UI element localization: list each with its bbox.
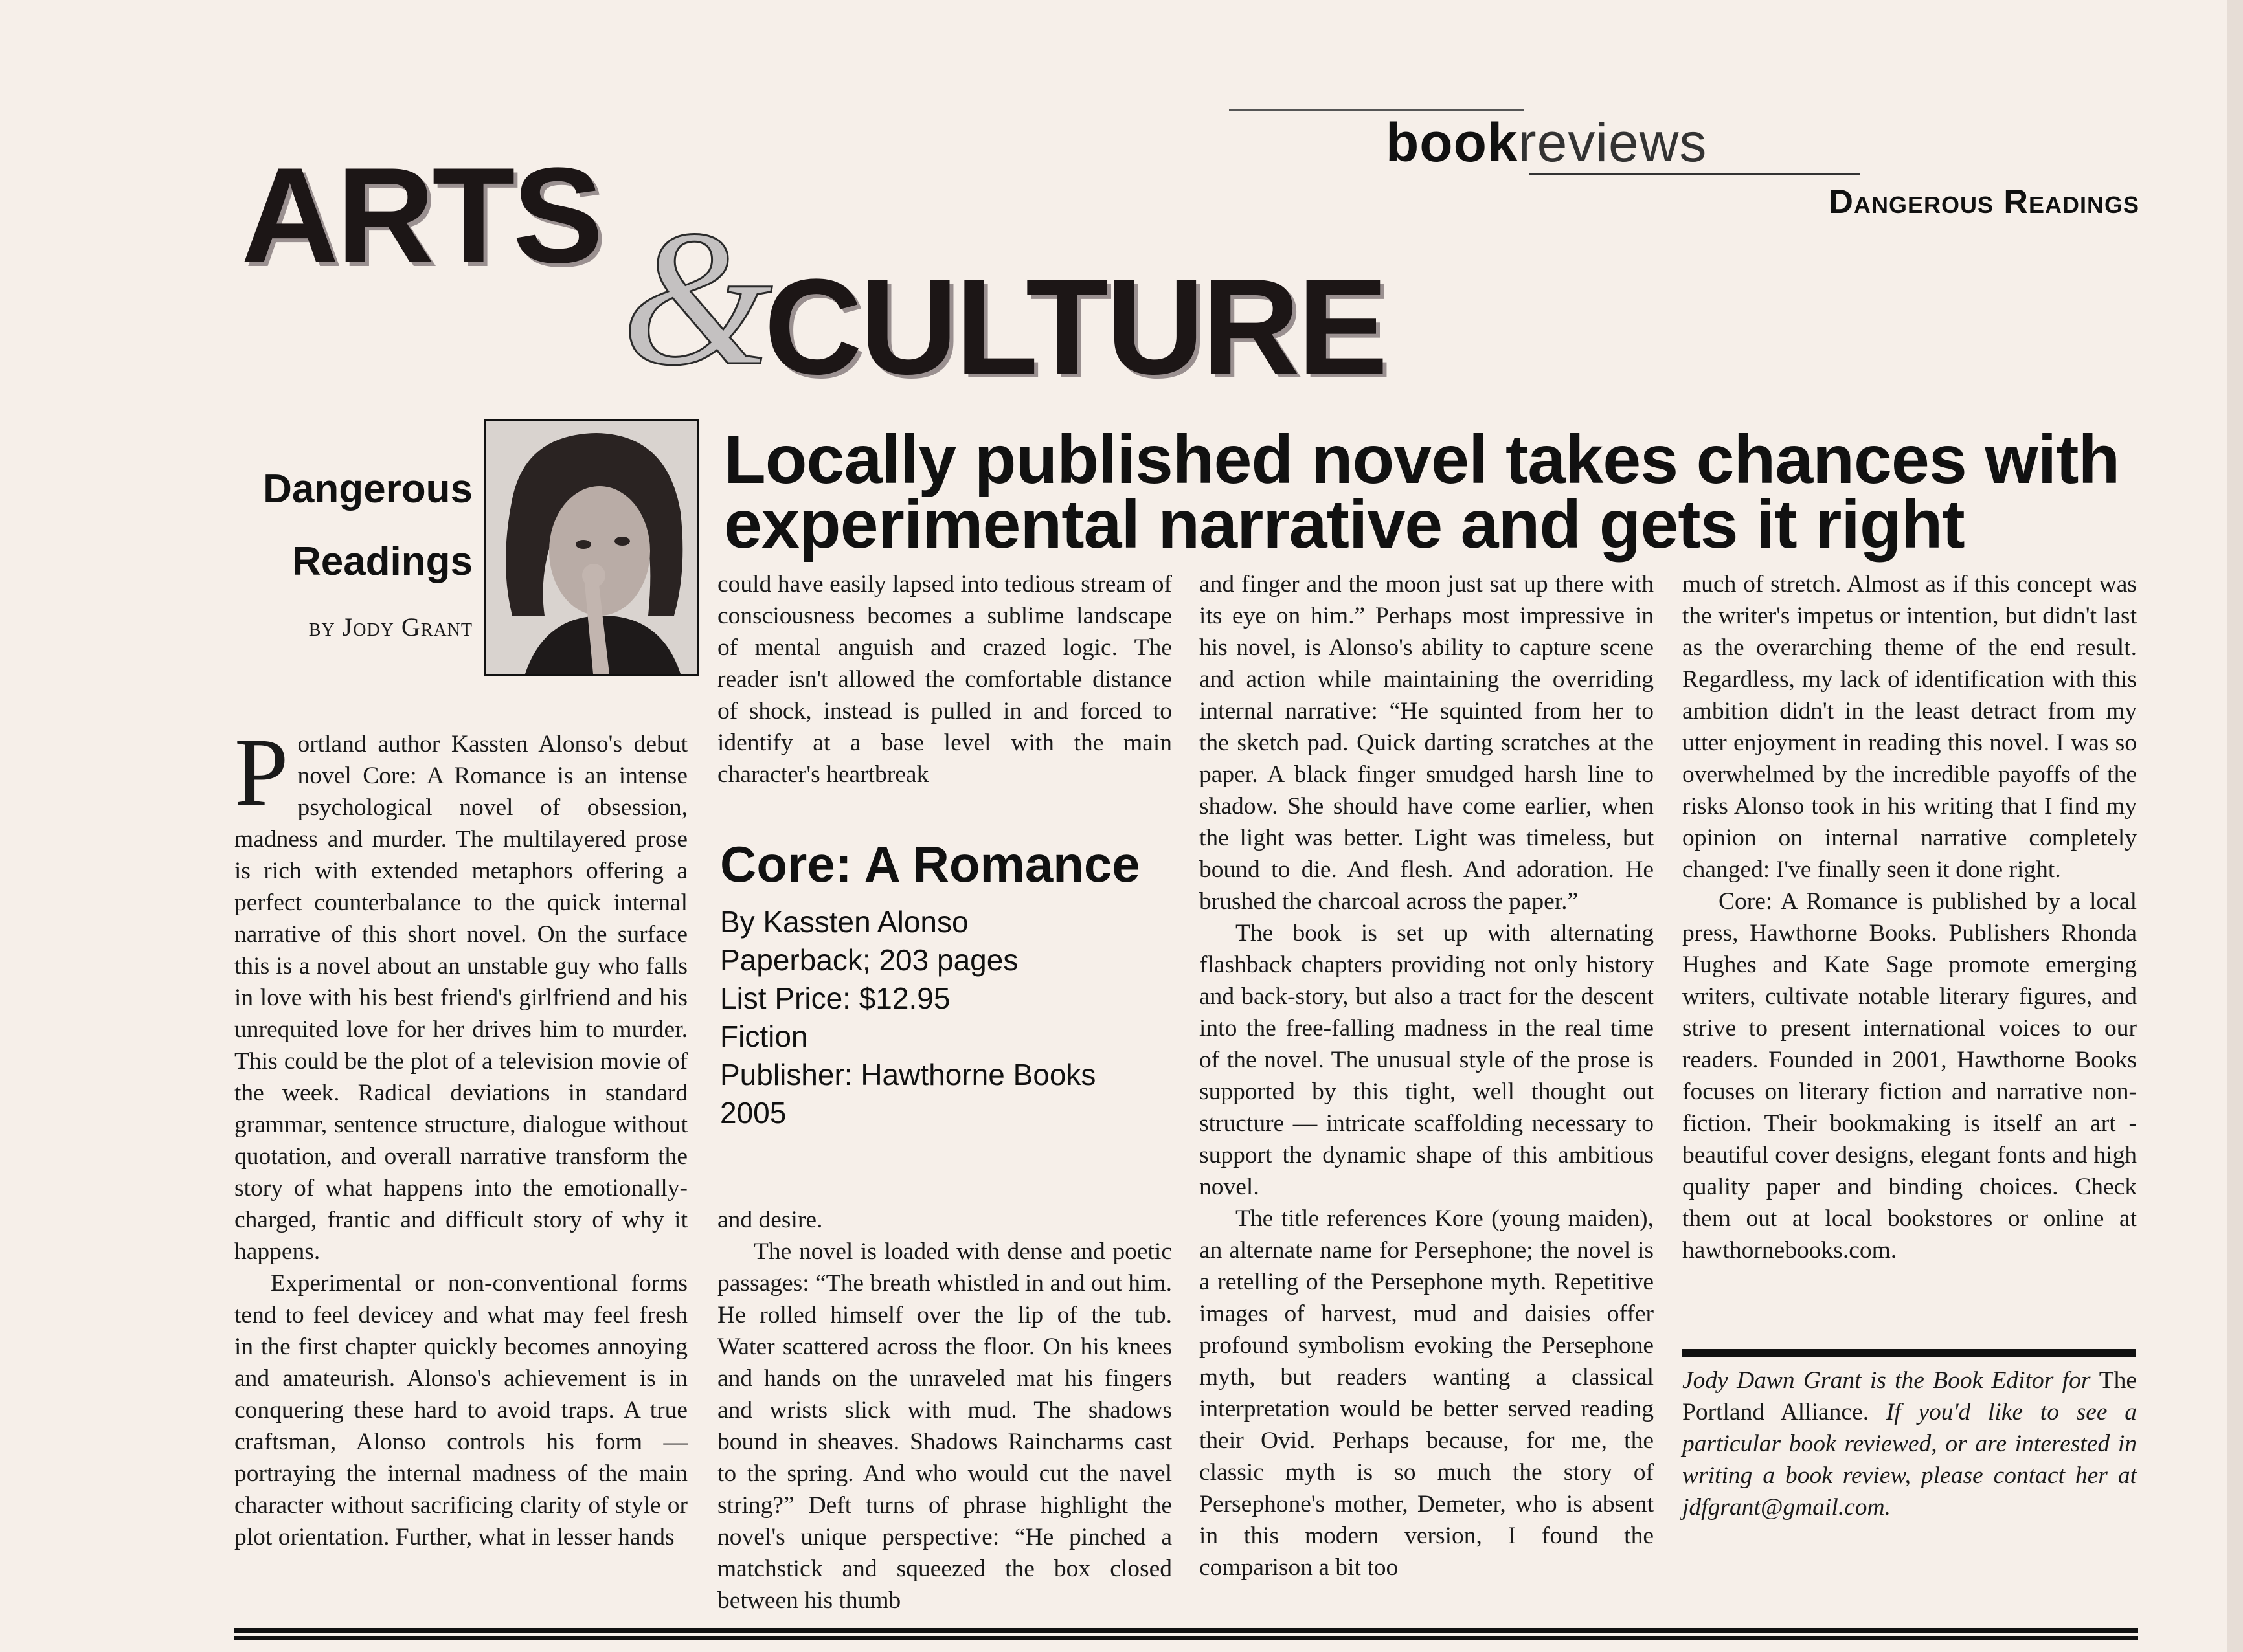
book-price: List Price: $12.95 (720, 981, 951, 1015)
article-column-2-top (717, 568, 1172, 790)
bio-text-1: Jody Dawn Grant is the Book Editor for (1682, 1367, 2099, 1394)
bio-divider (1682, 1349, 2136, 1357)
article-paragraph: Core: A Romance is published by a local press, Hawthorne Books. Publishers Rhonda Hughes and Kate Sage promote emerging writers, cultivate notable literary figures, and strive to present international voices to our readers. Founded in 2001, Hawthorne Books focuses on literary fiction and narrative non-fiction. Their bookmaking is itself an art - beautiful cover designs, elegant fonts and high quality paper and binding choices. Check them out at local bookstores or online at hawthornebooks.com. (1682, 888, 2137, 1264)
article-paragraph: The book is set up with alternating flashback chapters providing not only history and back-story, but also a tract for the descent into the free-falling madness in the real time of the novel. The unusual style of the prose is supported by this tight, well thought out structure — intricate scaffolding necessary to support the dynamic shape of this ambitious novel. (1199, 920, 1654, 1200)
article-paragraph: The title references Kore (young maiden), an alternate name for Persephone; the novel is a retelling of the Persephone myth. Repetitive images of harvest, mud and daisies offer profound symbolism evoking the Persephone myth, but readers wanting a classical interpretation would be better served reading their Ovid. Perhaps because, for me, the classic myth is so much the story of Persephone's mother, Demeter, who is absent in this modern version, I found the comparison a bit too (1199, 1205, 1654, 1581)
drop-cap: P (234, 719, 289, 826)
column-title (233, 453, 473, 598)
bio-publication: The Portland Alliance. (1682, 1367, 2137, 1425)
book-genre: Fiction (720, 1020, 808, 1053)
column-title-line2: Readings (291, 539, 473, 584)
book-format: Paperback; 203 pages (720, 943, 1019, 977)
author-bio (1682, 1365, 2137, 1523)
article-column-3 (1199, 568, 1654, 1583)
section-label (1386, 112, 1708, 173)
section-label-light: reviews (1518, 112, 1708, 173)
article-paragraph: The novel is loaded with dense and poetic passages: “The breath whistled in and out him. He rolled himself over the lip of the tub. Water scattered across the floor. On his knees and hands on the unraveled mat his fingers and wrists slick with mud. The shadows bound in sheaves. Shadows Raincharms cast to the spring. And who would cut the navel string?” Deft turns of phrase highlight the novel's unique perspective: “He pinched a matchstick and squeezed the box closed between his thumb (717, 1238, 1172, 1614)
book-publisher: Publisher: Hawthorne Books (720, 1058, 1096, 1091)
section-label-bold: book (1386, 112, 1518, 173)
bottom-rule (234, 1628, 2138, 1633)
article-paragraph: and desire. (717, 1207, 823, 1233)
page-edge (2227, 0, 2243, 1652)
book-year: 2005 (720, 1096, 787, 1130)
column-title-line1: Dangerous (263, 467, 473, 511)
book-title: Core: A Romance (720, 836, 1140, 893)
bio-text-2: If you'd like to see a particular book reviewed, or are interested in writing a book review, please contact her at jdfgrant@gmail.com. (1682, 1399, 2137, 1521)
lead-paragraph: ortland author Kassten Alonso's debut novel Core: A Romance is an intense psychological novel of obsession, madness and murder. The multilayered prose is rich with extended metaphors offering a perfect counterbalance to the quick internal narrative of this short novel. On the surface this is a novel about an unstable guy who falls in love with his best friend's girlfriend and his unrequited love for her drives him to murder. This could be the plot of a television movie of the week. Radical deviations in standard grammar, sentence structure, dialogue without quotation, and overall narrative transform the story of what happens into the emotionally-charged, frantic and difficult story of why it happens. (234, 731, 688, 1265)
article-paragraph: could have easily lapsed into tedious stream of consciousness becomes a sublime landscape of mental anguish and crazed logic. The reader isn't allowed the comfortable distance of shock, instead is pulled in and forced to identify at a base level with the main character's heartbreak (717, 571, 1172, 788)
article-paragraph: Experimental or non-conventional forms tend to feel devicey and what may feel fresh in the first chapter quickly becomes annoying and amateurish. Alonso's achievement is in conquering these hard to avoid traps. A true craftsman, Alonso controls his form — portraying the internal madness of the main character without sacrificing clarity of style or plot orientation. Further, what in lesser hands (234, 1270, 688, 1550)
column-kicker: Dangerous Readings (1829, 183, 2139, 221)
article-column-4 (1682, 568, 2137, 1266)
article-paragraph (234, 719, 688, 1267)
headline: Locally published novel takes chances with experimental narrative and gets it right (724, 421, 2120, 563)
byline-author: by Jody Grant (308, 612, 473, 642)
author-photo (484, 419, 699, 676)
masthead-ampersand: & (622, 190, 773, 405)
author-portrait-image (486, 421, 697, 674)
header-top-rule (1229, 109, 1524, 111)
masthead-arts: ARTS (241, 139, 601, 291)
book-details (720, 903, 1096, 1132)
masthead-culture: CULTURE (764, 251, 1386, 403)
article-paragraph: and finger and the moon just sat up there with its eye on him.” Perhaps most impressive in his novel, is Alonso's ability to capture scene and action while maintaining the overriding internal narrative: “He squinted from her to the sketch pad. Quick darting scratches at the paper. A black finger smudged harsh line to shadow. She should have come earlier, when the light was better. Light was timeless, but bound to die. And flesh. And adoration. He brushed the charcoal across the paper.” (1199, 571, 1654, 915)
article-paragraph: much of stretch. Almost as if this concept was the writer's impetus or intention, but didn't last as the overarching theme of the end result. Regardless, my lack of identification with this ambition didn't in the least detract from my utter enjoyment in reading this novel. I was so overwhelmed by the incredible payoffs of the risks Alonso took in his writing that I find my opinion on internal narrative completely changed: I've finally seen it done right. (1682, 571, 2137, 883)
section-rule (1529, 173, 1860, 175)
book-author: By Kassten Alonso (720, 905, 969, 939)
bottom-rule (234, 1636, 2138, 1640)
article-column-2-bottom (717, 1204, 1172, 1616)
article-column-1 (234, 719, 688, 1553)
